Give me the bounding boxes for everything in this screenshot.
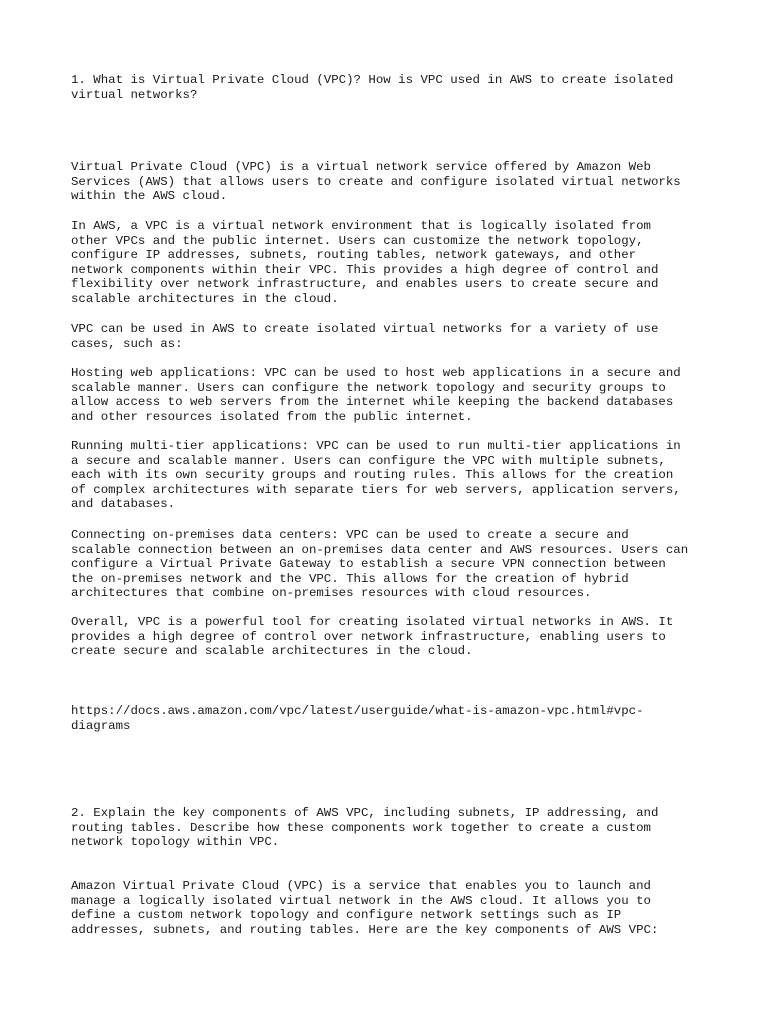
reference-link: https://docs.aws.amazon.com/vpc/latest/userguide/what-is-amazon-vpc.html#vpc- diagrams — [71, 704, 644, 733]
q1-answer-paragraph-6: Connecting on-premises data centers: VPC can be used to create a secure and scalable connection between an on-premises data center and AWS resources. Users can configure a Virtual Private Gateway to establish a secure VPN connection between the on-premises network and the VPC. This allows for the creation of hybrid architectures that combine on-premises resources with cloud resources. — [71, 528, 689, 601]
q1-answer-paragraph-4: Hosting web applications: VPC can be used to host web applications in a secure and scalable manner. Users can configure the network topology and security groups to allow access to web servers from the internet while keeping the backend databases and other resources isolated from the public internet. — [71, 366, 681, 424]
q1-answer-paragraph-5: Running multi-tier applications: VPC can be used to run multi-tier applications in a secure and scalable manner. Users can configure the VPC with multiple subnets, each with its own security groups and routing rules. This allows for the creation of complex architectures with separate tiers for web servers, application servers, and databases. — [71, 439, 681, 512]
q1-answer-paragraph-7: Overall, VPC is a powerful tool for creating isolated virtual networks in AWS. It provides a high degree of control over network infrastructure, enabling users to create secure and scalable architectures in the cloud. — [71, 615, 674, 659]
q1-answer-paragraph-2: In AWS, a VPC is a virtual network environment that is logically isolated from other VPCs and the public internet. Users can customize the network topology, configure IP addresses, subnets, routing tables, network gateways, and other network components within their VPC. This provides a high degree of control and flexibility over network infrastructure, and enables users to create secure and scalable architectures in the cloud. — [71, 219, 659, 306]
q1-answer-paragraph-3: VPC can be used in AWS to create isolated virtual networks for a variety of use cases, such as: — [71, 322, 659, 351]
question-2: 2. Explain the key components of AWS VPC, including subnets, IP addressing, and routing tables. Describe how these components work together to create a custom network topology within VPC. — [71, 806, 659, 850]
q1-answer-paragraph-1: Virtual Private Cloud (VPC) is a virtual network service offered by Amazon Web Services (AWS) that allows users to create and configure isolated virtual networks within the AWS cloud. — [71, 160, 681, 204]
q2-answer-paragraph-1: Amazon Virtual Private Cloud (VPC) is a service that enables you to launch and manage a logically isolated virtual network in the AWS cloud. It allows you to define a custom network topology and configure network settings such as IP addresses, subnets, and routing tables. Here are the key components of AWS VPC: — [71, 879, 659, 937]
question-1: 1. What is Virtual Private Cloud (VPC)? How is VPC used in AWS to create isolated virtual networks? — [71, 73, 674, 102]
